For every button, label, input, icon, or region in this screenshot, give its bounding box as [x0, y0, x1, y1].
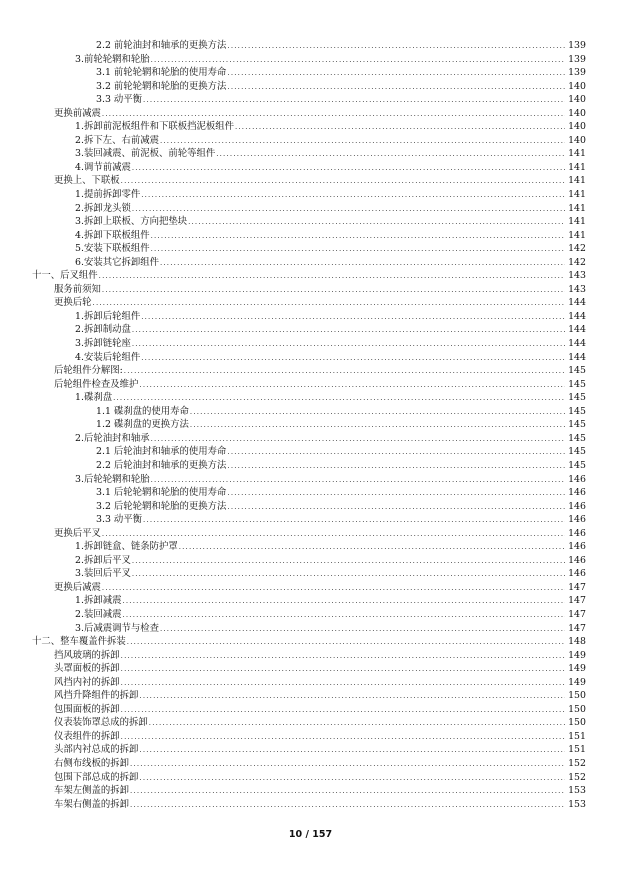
dot-leader [132, 203, 565, 217]
dot-leader [151, 54, 566, 68]
toc-entry-link[interactable] [54, 649, 586, 664]
dot-leader [227, 40, 565, 54]
toc-entry-title: 3.1 前轮轮辋和轮胎的使用寿命 [96, 67, 227, 79]
toc-entry-title: 服务前须知 [54, 283, 101, 295]
toc-entry-title: 3.拆卸上联板、方向把垫块 [75, 216, 188, 228]
toc-entry-link[interactable] [75, 594, 586, 609]
toc-entry-page: 145 [568, 378, 586, 390]
toc-entry-page: 143 [568, 270, 586, 282]
toc-entry-title: 十二、整车覆盖件拆装 [32, 636, 126, 648]
dot-leader [130, 799, 565, 813]
toc-row [0, 107, 621, 121]
toc-row [0, 39, 621, 53]
toc-entry-page: 144 [568, 338, 586, 350]
toc-row [0, 202, 621, 216]
toc-row [0, 594, 621, 608]
toc-entry-title: 1.1 碟刹盘的使用寿命 [96, 405, 189, 417]
dot-leader [132, 324, 565, 338]
toc-entry-page: 146 [568, 554, 586, 566]
toc-entry-page: 144 [568, 324, 586, 336]
toc-row [0, 93, 621, 107]
toc-entry-title: 1.碟刹盘 [75, 392, 113, 404]
toc-entry-page: 144 [568, 310, 586, 322]
dot-leader [102, 582, 565, 596]
toc-row [0, 771, 621, 785]
toc-entry-title: 2.后轮油封和轴承 [75, 432, 150, 444]
toc-entry-link[interactable] [54, 107, 586, 122]
toc-entry-link[interactable] [96, 445, 586, 460]
toc-entry-link[interactable] [75, 391, 586, 406]
toc-row [0, 378, 621, 392]
toc-entry-page: 147 [568, 595, 586, 607]
toc-entry-link[interactable] [54, 784, 586, 799]
toc-row [0, 703, 621, 717]
toc-entry-page: 141 [568, 216, 586, 228]
toc-entry-link[interactable] [54, 730, 586, 745]
toc-row [0, 716, 621, 730]
toc-entry-title: 1.2 碟刹盘的更换方法 [96, 419, 189, 431]
toc-entry-link[interactable] [54, 703, 586, 718]
toc-entry-link[interactable] [54, 283, 586, 298]
toc-entry-title: 头部内衬总成的拆卸 [54, 744, 139, 756]
toc-entry-link[interactable] [75, 337, 586, 352]
dot-leader [188, 216, 565, 230]
toc-row [0, 147, 621, 161]
toc-entry-title: 5.安装下联板组件 [75, 243, 150, 255]
toc-entry-title: 2.拆下左、右前减震 [75, 134, 159, 146]
dot-leader [93, 297, 566, 311]
toc-entry-title: 3.2 后轮轮辋和轮胎的更换方法 [96, 500, 227, 512]
dot-leader [122, 609, 565, 623]
toc-row [0, 215, 621, 229]
toc-entry-title: 2.2 后轮油封和轴承的更换方法 [96, 459, 227, 471]
toc-entry-page: 150 [568, 703, 586, 715]
toc-row [0, 310, 621, 324]
toc-row [0, 134, 621, 148]
dot-leader [121, 677, 565, 691]
toc-entry-page: 141 [568, 189, 586, 201]
toc-entry-title: 挡风玻璃的拆卸 [54, 649, 120, 661]
dot-leader [99, 270, 565, 284]
toc-entry-link[interactable] [75, 134, 586, 149]
toc-entry-link[interactable] [75, 120, 586, 135]
toc-entry-page: 140 [568, 121, 586, 133]
toc-row [0, 256, 621, 270]
toc-row [0, 445, 621, 459]
table-of-contents [0, 39, 621, 811]
dot-leader [227, 460, 565, 474]
toc-entry-title: 3.拆卸链轮座 [75, 338, 131, 350]
toc-row [0, 473, 621, 487]
toc-entry-link[interactable] [75, 242, 586, 257]
toc-entry-page: 150 [568, 717, 586, 729]
dot-leader [160, 257, 565, 271]
toc-entry-link[interactable] [96, 39, 586, 54]
toc-row [0, 229, 621, 243]
toc-entry-title: 2.装回减震 [75, 608, 122, 620]
toc-row [0, 242, 621, 256]
toc-row [0, 689, 621, 703]
dot-leader [127, 636, 565, 650]
toc-entry-page: 146 [568, 527, 586, 539]
dot-leader [160, 135, 565, 149]
toc-entry-link[interactable] [54, 364, 586, 379]
dot-leader [121, 731, 565, 745]
toc-entry-page: 145 [568, 419, 586, 431]
dot-leader [130, 758, 565, 772]
toc-row [0, 405, 621, 419]
toc-row [0, 676, 621, 690]
dot-leader [149, 717, 565, 731]
toc-entry-page: 146 [568, 568, 586, 580]
dot-leader [121, 663, 565, 677]
toc-entry-title: 6.安装其它拆卸组件 [75, 256, 159, 268]
dot-leader [151, 243, 566, 257]
dot-leader [227, 67, 565, 81]
toc-entry-page: 147 [568, 622, 586, 634]
dot-leader [124, 365, 565, 379]
toc-row [0, 757, 621, 771]
dot-leader [190, 406, 565, 420]
toc-entry-page: 144 [568, 297, 586, 309]
toc-row [0, 608, 621, 622]
toc-entry-link[interactable] [75, 161, 586, 176]
toc-row [0, 743, 621, 757]
dot-leader [130, 785, 565, 799]
toc-entry-page: 149 [568, 676, 586, 688]
toc-entry-title: 更换后轮 [54, 297, 92, 309]
toc-entry-title: 3.后轮轮辋和轮胎 [75, 473, 150, 485]
toc-entry-page: 140 [568, 94, 586, 106]
dot-leader [141, 189, 565, 203]
toc-entry-title: 车架左侧盖的拆卸 [54, 785, 130, 797]
toc-entry-page: 141 [568, 161, 586, 173]
toc-row [0, 364, 621, 378]
toc-row [0, 174, 621, 188]
toc-entry-page: 145 [568, 432, 586, 444]
toc-entry-page: 139 [568, 67, 586, 79]
toc-row [0, 418, 621, 432]
dot-leader [113, 392, 565, 406]
toc-entry-link[interactable] [75, 188, 586, 203]
toc-entry-link[interactable] [54, 757, 586, 772]
toc-entry-title: 包围下部总成的拆卸 [54, 771, 139, 783]
toc-entry-title: 3.装回后平叉 [75, 568, 131, 580]
dot-leader [121, 704, 565, 718]
toc-entry-link[interactable] [75, 310, 586, 325]
toc-entry-link[interactable] [54, 771, 586, 786]
toc-row [0, 161, 621, 175]
toc-entry-title: 2.拆卸制动盘 [75, 324, 131, 336]
toc-entry-title: 2.1 后轮油封和轴承的使用寿命 [96, 446, 227, 458]
toc-entry-page: 145 [568, 446, 586, 458]
dot-leader [139, 379, 565, 393]
toc-entry-title: 包围面板的拆卸 [54, 703, 120, 715]
toc-entry-title: 4.拆卸下联板组件 [75, 229, 150, 241]
toc-row [0, 540, 621, 554]
toc-entry-title: 仪表组件的拆卸 [54, 730, 120, 742]
toc-entry-link[interactable] [54, 296, 586, 311]
dot-leader [102, 528, 565, 542]
toc-entry-link[interactable] [32, 269, 586, 284]
toc-entry-page: 143 [568, 283, 586, 295]
toc-entry-title: 3.3 动平衡 [96, 514, 143, 526]
toc-entry-page: 140 [568, 107, 586, 119]
dot-leader [141, 352, 565, 366]
toc-row [0, 53, 621, 67]
toc-entry-link[interactable] [75, 608, 586, 623]
toc-row [0, 784, 621, 798]
toc-row [0, 80, 621, 94]
toc-entry-link[interactable] [75, 473, 586, 488]
toc-row [0, 662, 621, 676]
dot-leader [151, 230, 566, 244]
toc-entry-link[interactable] [96, 418, 586, 433]
toc-entry-title: 2.拆卸后平叉 [75, 554, 131, 566]
dot-leader [179, 541, 565, 555]
toc-entry-page: 151 [568, 730, 586, 742]
page-number-footer: 10 / 157 [288, 829, 333, 840]
toc-entry-page: 148 [568, 636, 586, 648]
toc-row [0, 635, 621, 649]
dot-leader [227, 487, 565, 501]
toc-entry-page: 144 [568, 351, 586, 363]
toc-entry-link[interactable] [75, 432, 586, 447]
toc-entry-link[interactable] [54, 716, 586, 731]
dot-leader [190, 419, 565, 433]
toc-entry-page: 141 [568, 148, 586, 160]
toc-row [0, 730, 621, 744]
toc-entry-title: 3.前轮轮辋和轮胎 [75, 53, 150, 65]
toc-entry-title: 3.装回减震、前泥板、前轮等组件 [75, 148, 216, 160]
toc-entry-link[interactable] [54, 581, 586, 596]
dot-leader [132, 162, 565, 176]
toc-entry-link[interactable] [54, 798, 586, 813]
toc-entry-page: 150 [568, 690, 586, 702]
toc-entry-page: 149 [568, 649, 586, 661]
dot-leader [102, 108, 565, 122]
toc-row [0, 567, 621, 581]
toc-entry-page: 145 [568, 392, 586, 404]
toc-entry-page: 146 [568, 473, 586, 485]
dot-leader [160, 623, 565, 637]
toc-entry-link[interactable] [54, 662, 586, 677]
toc-entry-title: 3.2 前轮轮辋和轮胎的更换方法 [96, 80, 227, 92]
toc-entry-link[interactable] [96, 405, 586, 420]
toc-entry-link[interactable] [75, 229, 586, 244]
toc-row [0, 337, 621, 351]
toc-row [0, 66, 621, 80]
toc-entry-page: 142 [568, 256, 586, 268]
toc-entry-page: 153 [568, 798, 586, 810]
toc-entry-link[interactable] [75, 202, 586, 217]
toc-entry-link[interactable] [54, 676, 586, 691]
toc-entry-page: 152 [568, 757, 586, 769]
toc-entry-page: 140 [568, 80, 586, 92]
toc-row [0, 283, 621, 297]
dot-leader [102, 284, 565, 298]
toc-entry-title: 更换后减震 [54, 581, 101, 593]
toc-entry-link[interactable] [75, 53, 586, 68]
dot-leader [216, 148, 565, 162]
toc-entry-title: 2.2 前轮油封和轴承的更换方法 [96, 40, 227, 51]
toc-entry-link[interactable] [96, 513, 586, 528]
toc-entry-link[interactable] [75, 554, 586, 569]
toc-row [0, 391, 621, 405]
toc-entry-page: 142 [568, 243, 586, 255]
toc-entry-page: 146 [568, 500, 586, 512]
toc-entry-link[interactable] [75, 622, 586, 637]
toc-entry-title: 右侧布线板的拆卸 [54, 757, 130, 769]
toc-entry-link[interactable] [54, 378, 586, 393]
toc-entry-link[interactable] [75, 215, 586, 230]
toc-entry-page: 146 [568, 487, 586, 499]
toc-row [0, 296, 621, 310]
toc-entry-page: 140 [568, 134, 586, 146]
toc-row [0, 120, 621, 134]
toc-entry-page: 139 [568, 53, 586, 65]
toc-row [0, 581, 621, 595]
toc-entry-title: 1.拆卸链盒、链条防护罩 [75, 541, 178, 553]
toc-row [0, 798, 621, 812]
dot-leader [139, 690, 565, 704]
toc-entry-link[interactable] [75, 567, 586, 582]
toc-entry-page: 147 [568, 608, 586, 620]
toc-entry-link[interactable] [75, 147, 586, 162]
toc-entry-title: 1.拆卸后轮组件 [75, 310, 141, 322]
toc-row [0, 649, 621, 663]
dot-leader [139, 772, 565, 786]
toc-entry-title: 4.调节前减震 [75, 161, 131, 173]
toc-entry-page: 145 [568, 459, 586, 471]
toc-entry-title: 十一、后叉组件 [32, 270, 98, 282]
toc-row [0, 622, 621, 636]
dot-leader [141, 311, 565, 325]
toc-row [0, 432, 621, 446]
toc-entry-title: 风挡内衬的拆卸 [54, 676, 120, 688]
toc-entry-title: 风挡升降组件的拆卸 [54, 690, 139, 702]
toc-entry-link[interactable] [75, 323, 586, 338]
dot-leader [121, 650, 565, 664]
toc-entry-page: 153 [568, 785, 586, 797]
toc-entry-title: 后轮组件分解图: [54, 365, 123, 377]
toc-entry-title: 后轮组件检查及维护 [54, 378, 139, 390]
toc-entry-title: 头罩面板的拆卸 [54, 663, 120, 675]
toc-entry-title: 2.拆卸龙头锁 [75, 202, 131, 214]
toc-entry-link[interactable] [54, 689, 586, 704]
toc-row [0, 513, 621, 527]
toc-row [0, 351, 621, 365]
toc-entry-title: 3.3 动平衡 [96, 94, 143, 106]
toc-entry-title: 更换后平叉 [54, 527, 101, 539]
toc-row [0, 527, 621, 541]
toc-entry-link[interactable] [96, 93, 586, 108]
toc-entry-page: 145 [568, 405, 586, 417]
toc-row [0, 486, 621, 500]
toc-row [0, 269, 621, 283]
toc-entry-page: 147 [568, 581, 586, 593]
dot-leader [143, 514, 565, 528]
toc-entry-link[interactable] [75, 351, 586, 366]
dot-leader [122, 595, 565, 609]
toc-entry-link[interactable] [75, 540, 586, 555]
toc-entry-title: 3.后减震调节与检查 [75, 622, 159, 634]
toc-entry-title: 1.拆卸前泥板组件和下联板挡泥板组件 [75, 121, 234, 133]
toc-entry-page: 139 [568, 40, 586, 51]
toc-entry-link[interactable] [54, 174, 586, 189]
toc-entry-title: 更换前减震 [54, 107, 101, 119]
dot-leader [151, 433, 566, 447]
toc-entry-page: 152 [568, 771, 586, 783]
dot-leader [132, 555, 565, 569]
toc-entry-link[interactable] [96, 80, 586, 95]
toc-entry-link[interactable] [96, 500, 586, 515]
toc-row [0, 188, 621, 202]
toc-entry-page: 151 [568, 744, 586, 756]
toc-entry-title: 3.1 后轮轮辋和轮胎的使用寿命 [96, 487, 227, 499]
toc-entry-page: 149 [568, 663, 586, 675]
dot-leader [227, 81, 565, 95]
dot-leader [151, 474, 566, 488]
toc-row [0, 554, 621, 568]
toc-entry-title: 车架右侧盖的拆卸 [54, 798, 130, 810]
toc-entry-title: 4.安装后轮组件 [75, 351, 141, 363]
dot-leader [132, 338, 565, 352]
dot-leader [132, 568, 565, 582]
toc-row [0, 459, 621, 473]
toc-entry-page: 141 [568, 202, 586, 214]
toc-entry-title: 仪表装饰罩总成的拆卸 [54, 717, 148, 729]
dot-leader [139, 744, 565, 758]
toc-row [0, 500, 621, 514]
toc-entry-link[interactable] [96, 66, 586, 81]
dot-leader [235, 121, 565, 135]
toc-entry-title: 1.提前拆卸零件 [75, 189, 141, 201]
toc-entry-page: 141 [568, 229, 586, 241]
toc-entry-link[interactable] [75, 256, 586, 271]
toc-entry-page: 146 [568, 541, 586, 553]
toc-entry-link[interactable] [32, 635, 586, 650]
dot-leader [143, 94, 565, 108]
toc-entry-title: 更换上、下联板 [54, 175, 120, 187]
toc-entry-page: 145 [568, 365, 586, 377]
toc-entry-title: 1.拆卸减震 [75, 595, 122, 607]
dot-leader [227, 501, 565, 515]
toc-entry-link[interactable] [54, 743, 586, 758]
dot-leader [121, 175, 565, 189]
toc-entry-link[interactable] [96, 459, 586, 474]
toc-entry-page: 141 [568, 175, 586, 187]
toc-entry-link[interactable] [54, 527, 586, 542]
dot-leader [227, 446, 565, 460]
toc-entry-page: 146 [568, 514, 586, 526]
toc-row [0, 323, 621, 337]
toc-entry-link[interactable] [96, 486, 586, 501]
